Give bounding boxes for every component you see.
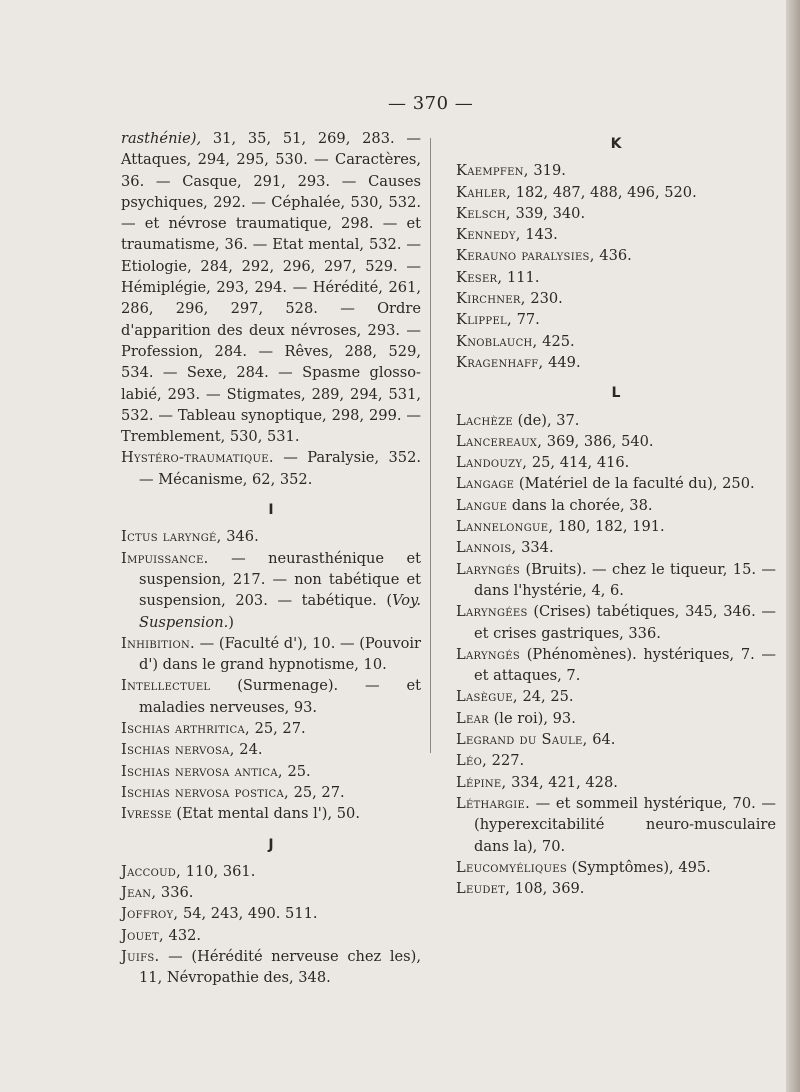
- entry-term: Ischias nervosa antica,: [121, 762, 283, 780]
- entry-term: Lear: [456, 709, 489, 727]
- entry-refs: 336.: [160, 884, 194, 902]
- page-edge-shadow: [786, 0, 800, 1092]
- entry-term: Lasègue,: [456, 688, 518, 706]
- entry-refs: — (Hérédité nerveuse chez les), 11, Névropathie des, 348.: [139, 947, 421, 987]
- index-entry: [456, 245, 776, 266]
- entry-see-also: Voy. Suspension.: [139, 592, 421, 631]
- entry-term: Laryngées: [456, 603, 528, 621]
- index-entry: [456, 352, 776, 373]
- index-column-right: [456, 128, 776, 899]
- index-column-left: [121, 128, 421, 989]
- entry-refs: 111.: [506, 268, 540, 286]
- entry-refs: 425.: [542, 332, 575, 350]
- entry-refs: 339, 340.: [515, 204, 586, 222]
- index-entry: [121, 861, 421, 882]
- index-entry: [121, 739, 421, 760]
- entry-term: rasthénie),: [121, 130, 202, 147]
- index-entry: [456, 224, 776, 245]
- index-entry: [456, 516, 776, 537]
- entry-term: Kennedy,: [456, 226, 521, 244]
- entry-term: Kelsch,: [456, 204, 511, 222]
- index-entry: [456, 331, 776, 352]
- index-entry: [121, 526, 421, 547]
- index-entry: [121, 761, 421, 782]
- entry-term: Leudet,: [456, 880, 511, 898]
- entry-refs: 369, 386, 540.: [546, 432, 654, 450]
- section-letter-i: I: [268, 502, 274, 519]
- entry-refs: (Bruits). — chez le tiqueur, 15. — dans l'hystérie, 4, 6.: [474, 560, 776, 599]
- entry-refs: 227.: [491, 752, 525, 770]
- entry-refs: 25.: [287, 762, 311, 780]
- index-entry: [121, 548, 421, 633]
- entry-refs: — neurasthénique et suspension, 217. — non tabétique et suspension, 203. — tabétique. (: [139, 549, 421, 610]
- index-entry: [456, 729, 776, 750]
- entry-refs: 25, 414, 416.: [531, 454, 630, 472]
- entry-term: Kahler,: [456, 183, 512, 201]
- index-entry: [121, 925, 421, 946]
- entry-term: Ischias nervosa,: [121, 741, 235, 759]
- entry-refs: 346.: [226, 528, 259, 546]
- entry-term: Hystéro-traumatique.: [121, 449, 274, 467]
- index-entry: [121, 882, 421, 903]
- index-entry: [456, 708, 776, 729]
- entry-term: Joffroy,: [121, 905, 179, 923]
- column-divider: [430, 138, 431, 753]
- entry-term: Ictus laryngé,: [121, 528, 222, 546]
- entry-refs: — (Faculté d'), 10. — (Pouvoir d') dans le grand hypnotisme, 10.: [139, 634, 421, 674]
- entry-refs: 436.: [599, 247, 632, 265]
- index-entry: [456, 203, 776, 224]
- entry-refs: 143.: [525, 226, 558, 244]
- index-entry: [456, 160, 776, 181]
- entry-refs: (Matériel de la faculté du), 250.: [518, 475, 755, 493]
- entry-refs: (Surmenage). — et maladies nerveuses, 93.: [139, 677, 422, 716]
- entry-refs: 77.: [516, 311, 540, 329]
- entry-term: Impuissance.: [121, 549, 209, 567]
- index-entry: [456, 772, 776, 793]
- entry-term: Léthargie.: [456, 794, 531, 812]
- entry-refs: (de), 37.: [517, 411, 580, 429]
- entry-term: Landouzy,: [456, 454, 528, 472]
- entry-refs: — Paralysie, 352. — Mécanisme, 62, 352.: [139, 449, 421, 488]
- entry-term: Kragenhaff,: [456, 353, 544, 371]
- index-entry: [121, 782, 421, 803]
- index-entry: [121, 718, 421, 739]
- section-letter-j: J: [268, 836, 274, 853]
- entry-term: Inhibition.: [121, 634, 195, 652]
- entry-term: Langage: [456, 475, 515, 493]
- index-entry: [456, 559, 776, 602]
- entry-term: Knoblauch,: [456, 332, 538, 350]
- entry-refs: 108, 369.: [514, 880, 585, 898]
- entry-term: Leucomyéliques: [456, 858, 567, 876]
- entry-term: Laryngés: [456, 645, 521, 663]
- entries-i: [121, 526, 421, 824]
- index-entry: [456, 793, 776, 857]
- index-entry: [456, 644, 776, 687]
- entry-refs: 24, 25.: [522, 688, 574, 706]
- entry-term: Legrand du Saule,: [456, 731, 588, 749]
- entry-term: Lannois,: [456, 539, 517, 557]
- entry-term: Laryngés: [456, 560, 521, 578]
- page-number: — 370 —: [388, 93, 474, 114]
- index-entry: [456, 495, 776, 516]
- entry-term: Lépine,: [456, 773, 507, 791]
- entry-term: Kirchner,: [456, 290, 526, 308]
- index-entry: [456, 267, 776, 288]
- entry-refs: — et sommeil hystérique, 70. — (hyperexcitabilité neuro-musculaire dans la), 70.: [474, 794, 777, 855]
- entry-refs: 25, 27.: [254, 720, 306, 738]
- index-entry: [456, 410, 776, 431]
- entry-refs: 64.: [592, 731, 616, 749]
- entry-refs: dans la chorée, 38.: [511, 496, 653, 514]
- entry-tail: ): [228, 613, 234, 631]
- index-entry: [456, 182, 776, 203]
- entry-refs: 319.: [533, 162, 566, 180]
- entry-term: Ischias arthritica,: [121, 720, 250, 738]
- index-entry: [121, 128, 421, 447]
- entry-term: Lannelongue,: [456, 518, 554, 536]
- section-letter-k: K: [610, 136, 622, 152]
- entry-term: Jaccoud,: [121, 862, 182, 880]
- entry-refs: (Symptômes), 495.: [571, 858, 711, 876]
- entry-term: Kaempfen,: [456, 162, 529, 180]
- entry-refs: 449.: [548, 353, 581, 371]
- entry-refs: 180, 182, 191.: [557, 518, 665, 536]
- index-entry: [456, 473, 776, 494]
- entry-term: Langue: [456, 496, 508, 514]
- entry-term: Intellectuel: [121, 677, 211, 695]
- entry-term: Klippel,: [456, 311, 512, 329]
- entries-l: [456, 410, 776, 900]
- index-entry: [121, 675, 421, 718]
- index-entry: [456, 537, 776, 558]
- entry-refs: (Phénomènes). hystériques, 7. — et attaques, 7.: [474, 645, 776, 685]
- index-entry: [456, 288, 776, 309]
- index-entry: [456, 686, 776, 707]
- entries-j: [121, 861, 421, 989]
- index-entry: [456, 452, 776, 473]
- entries-k: [456, 160, 776, 373]
- index-entry: [456, 601, 776, 644]
- entry-term: Léo,: [456, 752, 488, 770]
- entry-refs: 182, 487, 488, 496, 520.: [515, 183, 697, 201]
- entry-term: Juifs.: [121, 947, 160, 965]
- index-entry: [456, 878, 776, 899]
- index-entry: [456, 309, 776, 330]
- section-letter-l: L: [611, 385, 621, 402]
- entry-term: Jean,: [121, 884, 157, 902]
- entry-refs: (Crises) tabétiques, 345, 346. — et crises gastriques, 336.: [474, 603, 777, 642]
- entry-refs: 24.: [239, 741, 263, 759]
- index-entry: [456, 431, 776, 452]
- index-entry: [121, 946, 421, 989]
- entry-term: Ivresse: [121, 805, 172, 823]
- entry-refs: 230.: [530, 290, 563, 308]
- index-entry: [121, 633, 421, 676]
- entry-term: Lancereaux,: [456, 432, 543, 450]
- index-entry: [121, 803, 421, 824]
- entry-term: Keser,: [456, 268, 503, 286]
- entry-refs: 31, 35, 51, 269, 283. — Attaques, 294, 295, 530. — Caractères, 36. — Casque, 291, 293. — Causes psychiques, 292. — Céphalée, 530, 532. — et névrose traumatique, 298. — et traumatisme, 36. — Etat mental, 532. — Etiologie, 284, 292, 296, 297, 529. — Hémiplégie, 293, 294. — Hérédité, 261, 286, 296, 297, 528. — Ordre d'apparition des deux névroses, 293. — Profession, 284. — Rêves, 288, 529, 534. — Sexe, 284. — Spasme glosso-labié, 293. — Stigmates, 289, 294, 531, 532. — Tableau synoptique, 298, 299. — Tremblement, 530, 531.: [121, 130, 421, 446]
- entry-term: Jouet,: [121, 926, 164, 944]
- index-entry: [456, 857, 776, 878]
- index-entry: [121, 903, 421, 924]
- entry-refs: 334.: [521, 539, 554, 557]
- entry-refs: 432.: [168, 926, 202, 944]
- entry-refs: 25, 27.: [293, 783, 345, 801]
- index-entry: [456, 750, 776, 771]
- entry-refs: (le roi), 93.: [493, 709, 576, 727]
- entry-term: Kerauno paralysies,: [456, 247, 595, 265]
- entry-refs: (Etat mental dans l'), 50.: [176, 805, 360, 823]
- entry-term: Ischias nervosa postica,: [121, 783, 289, 801]
- entry-refs: 110, 361.: [185, 862, 256, 880]
- entry-refs: 334, 421, 428.: [511, 773, 618, 791]
- entry-term: Lachèze: [456, 411, 513, 429]
- index-entry: [121, 447, 421, 490]
- entry-refs: 54, 243, 490. 511.: [182, 905, 318, 923]
